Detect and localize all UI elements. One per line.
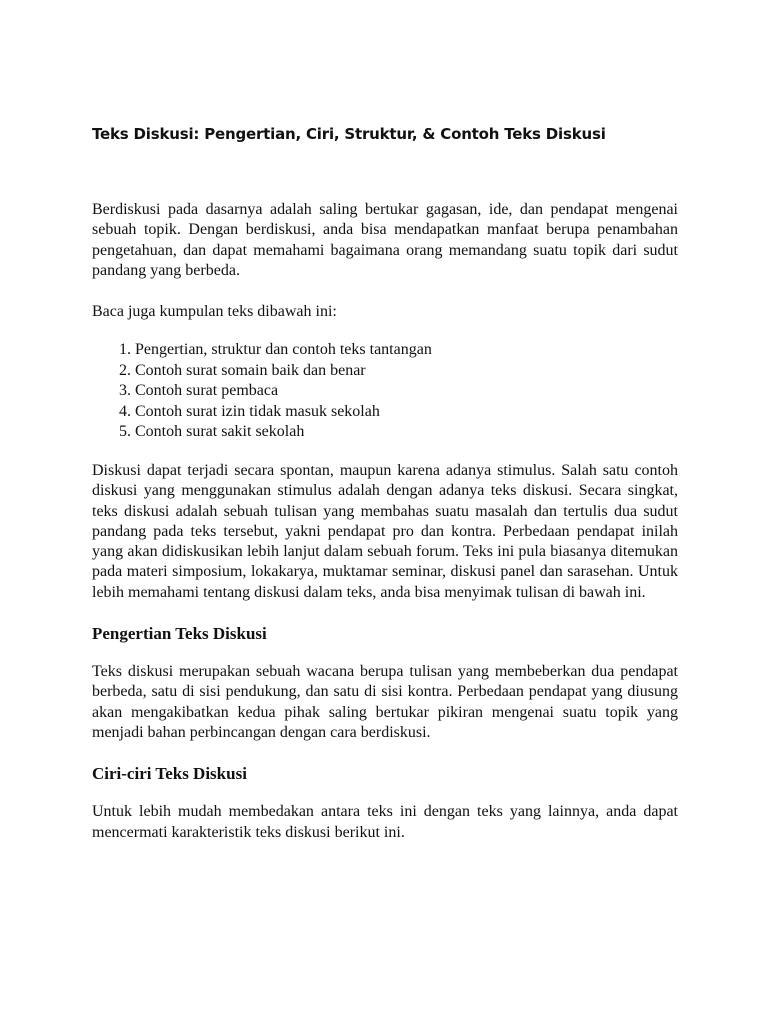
section-heading-definition: Pengertian Teks Diskusi bbox=[92, 624, 267, 644]
read-also-item: 3. Contoh surat pembaca bbox=[135, 381, 678, 402]
read-also-item: 1. Pengertian, struktur dan contoh teks tantangan bbox=[135, 340, 678, 361]
read-also-item: 5. Contoh surat sakit sekolah bbox=[135, 422, 678, 443]
definition-paragraph: Teks diskusi merupakan sebuah wacana berupa tulisan yang membeberkan dua pendapat berbeda, satu di sisi pendukung, dan satu di sisi kontra. Perbedaan pendapat yang diusung akan mengakibatkan kedua pihak saling bertukar pikiran mengenai suatu topik yang menjadi bahan perbincangan dengan cara berdiskusi. bbox=[92, 663, 678, 741]
read-also-item: 2. Contoh surat somain baik dan benar bbox=[135, 361, 678, 382]
read-also-list bbox=[92, 340, 678, 443]
section-heading-characteristics: Ciri-ciri Teks Diskusi bbox=[92, 764, 247, 784]
discussion-paragraph: Diskusi dapat terjadi secara spontan, maupun karena adanya stimulus. Salah satu contoh diskusi yang menggunakan stimulus adalah dengan adanya teks diskusi. Secara singkat, teks diskusi adalah sebuah tulisan yang membahas suatu masalah dan tertulis dua sudut pandang pada teks tersebut, yakni pendapat pro dan kontra. Perbedaan pendapat inilah yang akan didiskusikan lebih lanjut dalam sebuah forum. Teks ini pula biasanya ditemukan pada materi simposium, lokakarya, muktamar seminar, diskusi panel dan sarasehan. Untuk lebih memahami tentang diskusi dalam teks, anda bisa menyimak tulisan di bawah ini. bbox=[92, 461, 678, 601]
read-also-item: 4. Contoh surat izin tidak masuk sekolah bbox=[135, 402, 678, 423]
document-title: Teks Diskusi: Pengertian, Ciri, Struktur, & Contoh Teks Diskusi bbox=[92, 125, 606, 143]
document-page bbox=[92, 122, 678, 843]
read-also-label: Baca juga kumpulan teks dibawah ini: bbox=[92, 303, 337, 321]
intro-paragraph: Berdiskusi pada dasarnya adalah saling bertukar gagasan, ide, dan pendapat mengenai sebuah topik. Dengan berdiskusi, anda bisa mendapatkan manfaat berupa penambahan pengetahuan, dan dapat memahami bagaimana orang memandang suatu topik dari sudut pandang yang berbeda. bbox=[92, 201, 678, 279]
characteristics-paragraph: Untuk lebih mudah membedakan antara teks ini dengan teks yang lainnya, anda dapat mencermati karakteristik teks diskusi berikut ini. bbox=[92, 803, 678, 841]
